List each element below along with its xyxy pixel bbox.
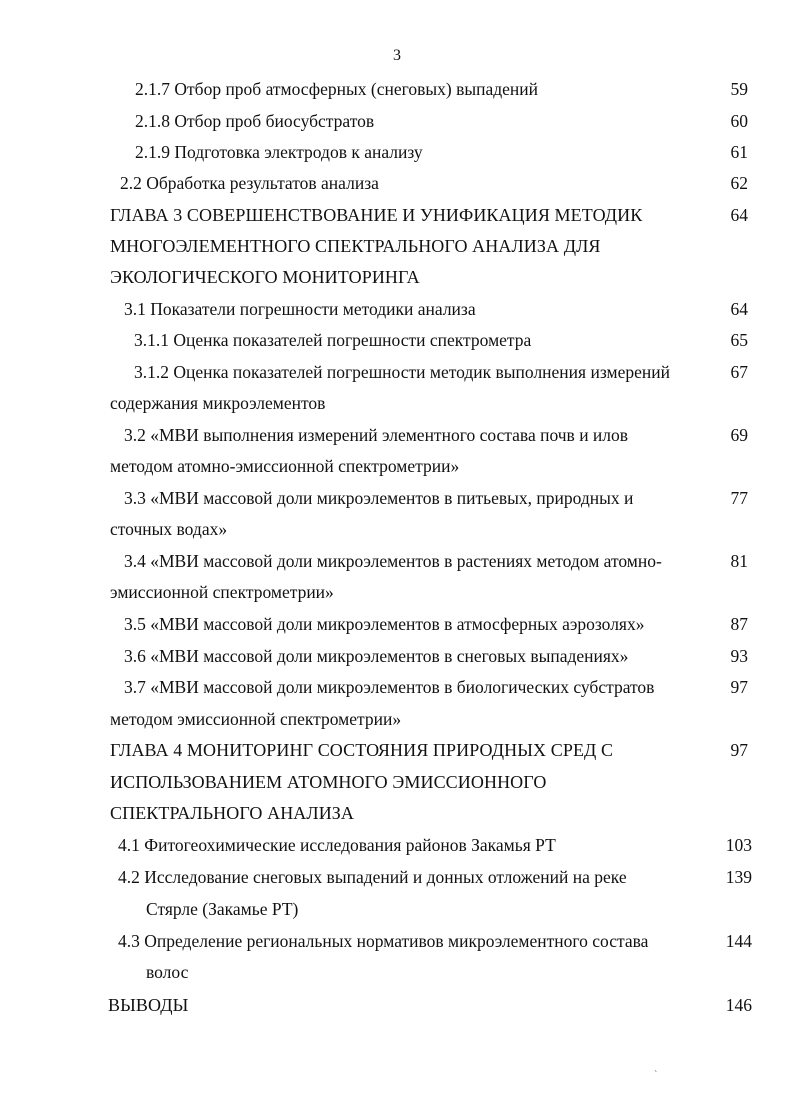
toc-entry-3-3-line-2: сточных водах» [110, 519, 228, 539]
toc-chapter-3-line-2: МНОГОЭЛЕМЕНТНОГО СПЕКТРАЛЬНОГО АНАЛИЗА ДЛЯ [110, 236, 601, 256]
toc-page-number: 139 [725, 867, 752, 887]
toc-page-number: 93 [730, 646, 748, 666]
toc-entry-2-1-9: 2.1.9 Подготовка электродов к анализу [135, 142, 423, 162]
toc-entry-2-1-8: 2.1.8 Отбор проб биосубстратов [135, 111, 375, 131]
toc-entry-4-3-line-2: волос [146, 962, 189, 982]
toc-entry-3-1-2-line-2: содержания микроэлементов [110, 393, 326, 413]
toc-entry-3-2-line-2: методом атомно-эмиссионной спектрометрии» [110, 456, 460, 476]
toc-entry-4-1: 4.1 Фитогеохимические исследования районов Закамья РТ [118, 835, 556, 855]
toc-page-number: 144 [725, 931, 752, 951]
toc-page-number: 69 [730, 425, 748, 445]
scan-speck: ` [654, 1070, 658, 1081]
toc-chapter-3-line-1: ГЛАВА 3 СОВЕРШЕНСТВОВАНИЕ И УНИФИКАЦИЯ МЕТОДИК [110, 205, 643, 225]
toc-entry-2-1-7: 2.1.7 Отбор проб атмосферных (снеговых) выпадений [135, 79, 539, 99]
toc-conclusions: ВЫВОДЫ [108, 995, 189, 1015]
toc-entry-3-1-2-line-1: 3.1.2 Оценка показателей погрешности методик выполнения измерений [134, 362, 670, 382]
toc-page-number: 61 [730, 142, 748, 162]
toc-chapter-4-line-1: ГЛАВА 4 МОНИТОРИНГ СОСТОЯНИЯ ПРИРОДНЫХ СРЕД С [110, 740, 614, 760]
toc-entry-3-3-line-1: 3.3 «МВИ массовой доли микроэлементов в питьевых, природных и [124, 488, 634, 508]
toc-page-number: 87 [730, 614, 748, 634]
toc-page-number: 64 [730, 299, 748, 319]
toc-entry-3-7-line-1: 3.7 «МВИ массовой доли микроэлементов в биологических субстратов [124, 677, 655, 697]
toc-page-number: 77 [730, 488, 748, 508]
toc-entry-3-1: 3.1 Показатели погрешности методики анализа [124, 299, 476, 319]
toc-entry-3-7-line-2: методом эмиссионной спектрометрии» [110, 709, 402, 729]
toc-chapter-3-line-3: ЭКОЛОГИЧЕСКОГО МОНИТОРИНГА [110, 267, 420, 287]
toc-page-number: 103 [725, 835, 752, 855]
toc-page-number: 59 [730, 79, 748, 99]
toc-entry-2-2: 2.2 Обработка результатов анализа [120, 173, 379, 193]
toc-page-number: 146 [725, 995, 752, 1015]
toc-page-number: 67 [730, 362, 748, 382]
toc-entry-3-2-line-1: 3.2 «МВИ выполнения измерений элементного состава почв и илов [124, 425, 629, 445]
toc-page-number: 97 [730, 677, 748, 697]
toc-chapter-4-line-3: СПЕКТРАЛЬНОГО АНАЛИЗА [110, 803, 355, 823]
toc-page-number: 81 [730, 551, 748, 571]
toc-chapter-4-line-2: ИСПОЛЬЗОВАНИЕМ АТОМНОГО ЭМИССИОННОГО [110, 772, 547, 792]
toc-entry-4-2-line-1: 4.2 Исследование снеговых выпадений и донных отложений на реке [118, 867, 627, 887]
toc-entry-4-3-line-1: 4.3 Определение региональных нормативов микроэлементного состава [118, 931, 649, 951]
toc-page-number: 60 [730, 111, 748, 131]
toc-page-number: 97 [730, 740, 748, 760]
toc-entry-3-6: 3.6 «МВИ массовой доли микроэлементов в снеговых выпадениях» [124, 646, 629, 666]
toc-entry-3-4-line-1: 3.4 «МВИ массовой доли микроэлементов в растениях методом атомно- [124, 551, 662, 571]
toc-page-number: 64 [730, 205, 748, 225]
toc-page-number: 62 [730, 173, 748, 193]
toc-entry-4-2-line-2: Стярле (Закамье РТ) [146, 899, 299, 919]
toc-entry-3-1-1: 3.1.1 Оценка показателей погрешности спектрометра [134, 330, 532, 350]
toc-page-number: 65 [730, 330, 748, 350]
page-number: 3 [393, 47, 401, 64]
toc-entry-3-5: 3.5 «МВИ массовой доли микроэлементов в атмосферных аэрозолях» [124, 614, 645, 634]
toc-entry-3-4-line-2: эмиссионной спектрометрии» [110, 582, 334, 602]
